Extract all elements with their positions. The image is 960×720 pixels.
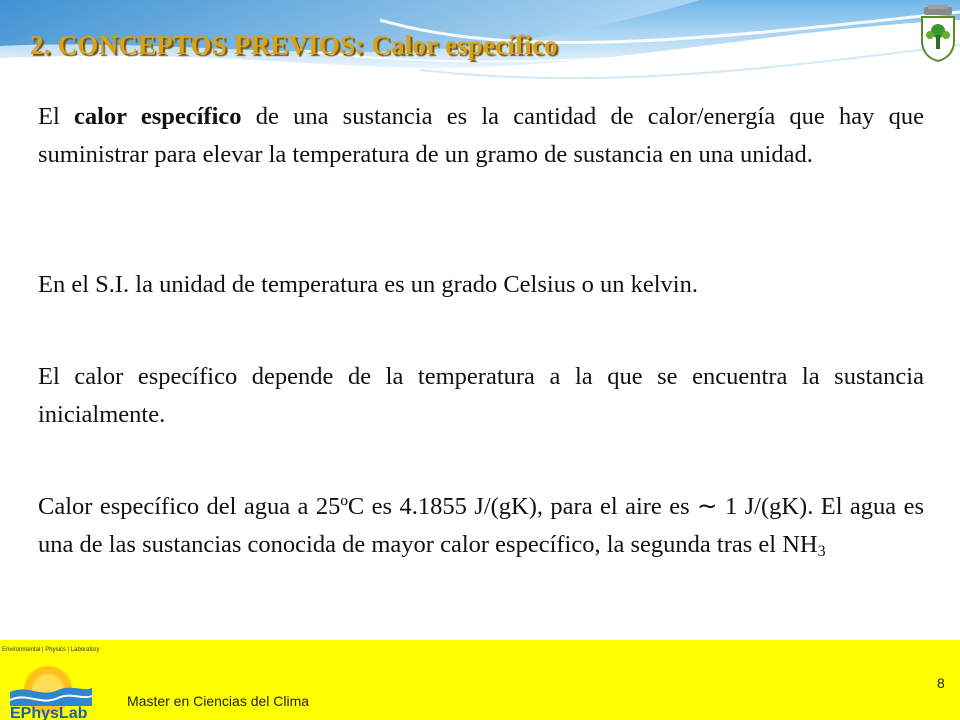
ephyslab-logo xyxy=(0,640,120,720)
footer-bar xyxy=(0,640,960,720)
paragraph-si-unit: En el S.I. la unidad de temperatura es un grado Celsius o un kelvin. xyxy=(38,271,698,298)
paragraph-definition xyxy=(38,98,924,174)
definition-intro: El xyxy=(38,103,74,130)
definition-rest: de una sustancia es la cantidad de calor/energía que hay que suministrar para elevar la temperatura de un gramo de sustancia en una unidad. xyxy=(38,103,924,168)
slide-title: 2. CONCEPTOS PREVIOS: Calor específico xyxy=(30,30,558,60)
water-values-text: Calor específico del agua a 25ºC es 4.1855 J/(gK), para el aire es ∼ 1 J/(gK). El agua es una de las sustancias conocida de mayor calor específico, la segunda tras el NH xyxy=(38,493,924,558)
page-number: 8 xyxy=(937,675,945,691)
university-shield-icon xyxy=(918,5,958,63)
nh3-subscript: 3 xyxy=(817,543,826,560)
definition-term: calor específico xyxy=(74,103,242,130)
ephyslab-logo-caption: Environmental | Physics | Laboratory xyxy=(2,647,100,653)
paragraph-temperature-dependence: El calor específico depende de la temperatura a la que se encuentra la sustancia inicialmente. xyxy=(38,363,924,428)
footer-course-name: Master en Ciencias del Clima xyxy=(127,693,310,709)
paragraph-water-values xyxy=(38,488,924,571)
ephyslab-logo-text: EPhysLab xyxy=(10,705,88,720)
